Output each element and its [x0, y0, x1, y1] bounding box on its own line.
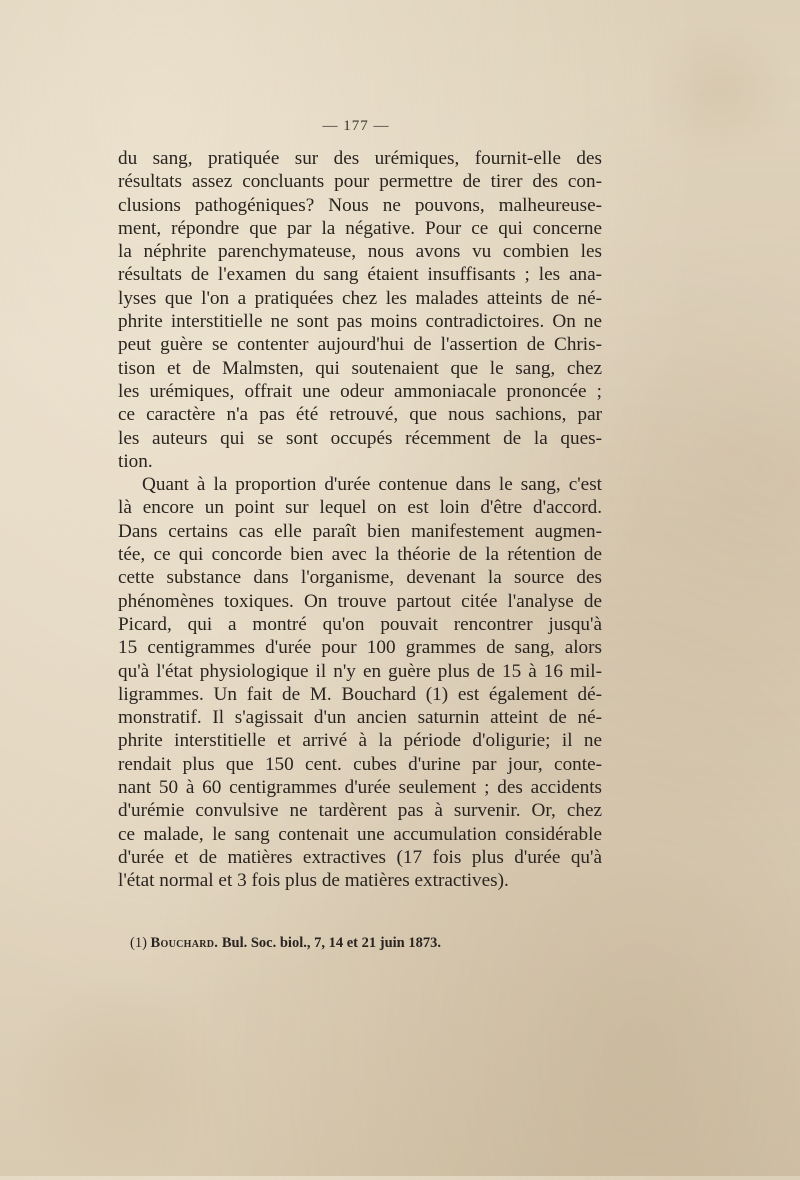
text-line: phrite interstitielle ne sont pas moins contradictoires. On ne	[118, 311, 602, 333]
text-line: les auteurs qui se sont occupés récemment de la ques-	[118, 427, 602, 449]
text-line: ligrammes. Un fait de M. Bouchard (1) est également dé-	[118, 683, 602, 705]
text-line: résultats de l'examen du sang étaient insuffisants ; les ana-	[118, 264, 602, 286]
paper-stain	[0, 980, 240, 1180]
body-text	[118, 147, 602, 893]
text-line: tion.	[118, 450, 153, 472]
text-line: lyses que l'on a pratiquées chez les malades atteints de né-	[118, 287, 602, 309]
text-line: peut guère se contenter aujourd'hui de l'assertion de Chris-	[118, 334, 602, 356]
text-line: rendait plus que 150 cent. cubes d'urine par jour, conte-	[118, 753, 602, 775]
footnote-author: Bouchard.	[150, 935, 219, 951]
text-line: ment, répondre que par la négative. Pour ce qui concerne	[118, 217, 602, 239]
text-line: tée, ce qui concorde bien avec la théorie de la rétention de	[118, 544, 602, 566]
page-number: — 177 —	[322, 118, 390, 134]
text-line: phénomènes toxiques. On trouve partout citée l'analyse de	[118, 590, 602, 612]
text-line: Quant à la proportion d'urée contenue dans le sang, c'est	[142, 474, 602, 496]
text-line: tison et de Malmsten, qui soutenaient que le sang, chez	[118, 357, 602, 379]
text-line: l'état normal et 3 fois plus de matières extractives).	[118, 870, 509, 892]
text-line: d'urémie convulsive ne tardèrent pas à survenir. Or, chez	[118, 800, 602, 822]
text-line: ce malade, le sang contenait une accumulation considérable	[118, 823, 602, 845]
text-line: nant 50 à 60 centigrammes d'urée seulement ; des accidents	[118, 777, 602, 799]
text-line: Dans certains cas elle paraît bien manifestement augmen-	[118, 520, 602, 542]
text-line: clusions pathogéniques? Nous ne pouvons, malheureuse-	[118, 194, 602, 216]
paragraph-2	[118, 473, 602, 892]
text-line: ce caractère n'a pas été retrouvé, que nous sachions, par	[118, 404, 602, 426]
paragraph-1	[118, 147, 602, 473]
text-line: d'urée et de matières extractives (17 fois plus d'urée qu'à	[118, 846, 602, 868]
text-line: phrite interstitielle et arrivé à la période d'oligurie; il ne	[118, 730, 602, 752]
text-line: monstratif. Il s'agissait d'un ancien saturnin atteint de né-	[118, 707, 602, 729]
text-line: là encore un point sur lequel on est loin d'être d'accord.	[118, 497, 602, 519]
footnote-marker: (1)	[130, 935, 147, 951]
paper-stain	[640, 20, 800, 160]
text-line: Picard, qui a montré qu'on pouvait rencontrer jusqu'à	[118, 613, 602, 635]
footnote-text: Bul. Soc. biol., 7, 14 et 21 juin 1873.	[221, 935, 441, 951]
text-line: qu'à l'état physiologique il n'y en guère plus de 15 à 16 mil-	[118, 660, 602, 682]
text-line: 15 centigrammes d'urée pour 100 grammes de sang, alors	[118, 637, 602, 659]
text-line: la néphrite parenchymateuse, nous avons vu combien les	[118, 241, 602, 263]
text-line: les urémiques, offrait une odeur ammoniacale prononcée ;	[118, 380, 602, 402]
text-line: du sang, pratiquée sur des urémiques, fournit-elle des	[118, 148, 602, 169]
footnote	[130, 935, 610, 952]
text-line: cette substance dans l'organisme, devenant la source des	[118, 567, 602, 589]
text-line: résultats assez concluants pour permettre de tirer des con-	[118, 171, 602, 193]
